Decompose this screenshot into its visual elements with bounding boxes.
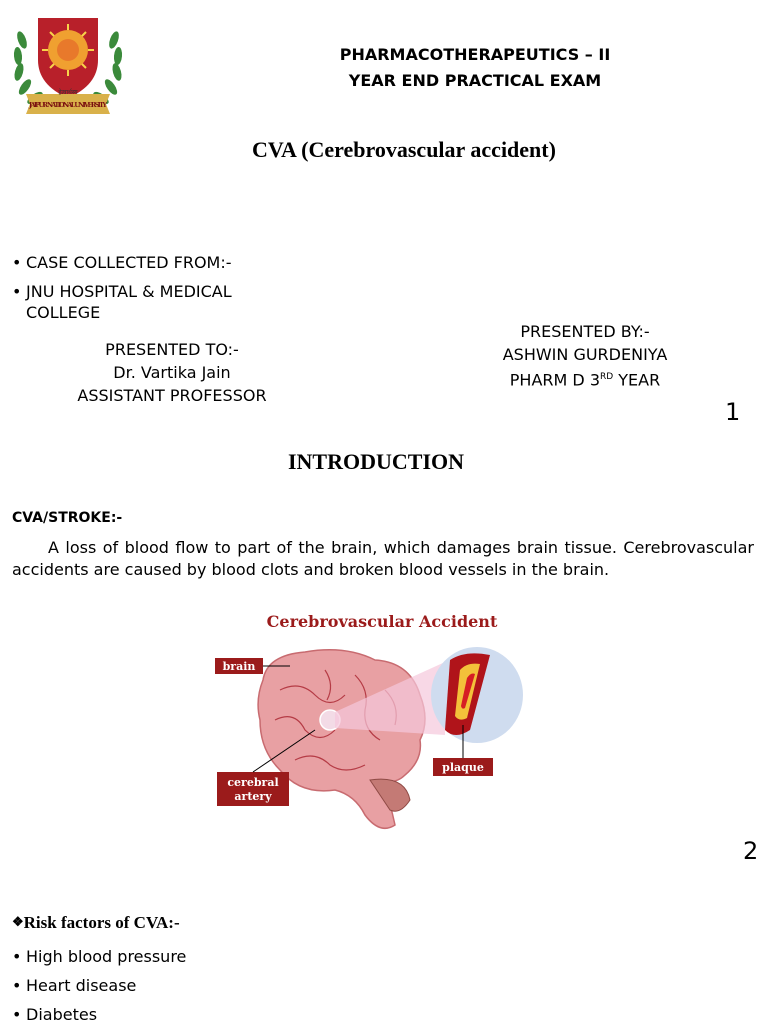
- bullet-icon: •: [12, 947, 22, 966]
- svg-text:artery: artery: [234, 790, 272, 803]
- diagram-title: Cerebrovascular Accident: [266, 612, 498, 631]
- page-number: 2: [743, 837, 759, 865]
- bullet-icon: •: [12, 1005, 22, 1024]
- bullet-icon: •: [12, 253, 22, 272]
- list-item: • Heart disease: [12, 971, 186, 1000]
- exam-header: [290, 42, 660, 94]
- cva-diagram: [205, 600, 535, 845]
- list-item: • Diabetes: [12, 1000, 186, 1029]
- presented-by-block: [480, 320, 690, 391]
- presented-by-name: ASHWIN GURDENIYA: [502, 345, 668, 364]
- svg-text:plaque: plaque: [442, 761, 484, 774]
- case-info-list: [12, 252, 262, 331]
- presented-to-label: PRESENTED TO:-: [105, 340, 239, 359]
- presented-to-name: Dr. Vartika Jain: [113, 363, 231, 382]
- bullet-icon: •: [12, 976, 22, 995]
- list-item: • JNU HOSPITAL & MEDICAL COLLEGE: [12, 282, 232, 322]
- presented-by-label: PRESENTED BY:-: [520, 322, 650, 341]
- risk-factors-list: [12, 942, 186, 1029]
- diamond-bullet-icon: ❖: [12, 914, 24, 929]
- artery-plaque-icon: [431, 647, 523, 743]
- university-logo: [8, 10, 128, 128]
- intro-paragraph: A loss of blood flow to part of the brain, which damages brain tissue. Cerebrovascular accidents are caused by blood clots and broken blood vessels in the brain.: [12, 538, 754, 579]
- course-title: PHARMACOTHERAPEUTICS – II: [339, 45, 611, 64]
- slide2-title: INTRODUCTION: [287, 449, 465, 474]
- slide1-title: CVA (Cerebrovascular accident): [252, 137, 556, 162]
- svg-text:JAIPUR NATIONAL UNIVERSITY: JAIPUR NATIONAL UNIVERSITY: [28, 101, 108, 109]
- svg-text:cerebral: cerebral: [227, 776, 279, 789]
- subheading: CVA/STROKE:-: [12, 510, 123, 526]
- page-number: 1: [725, 398, 741, 426]
- svg-text:brain: brain: [222, 660, 256, 673]
- bullet-icon: •: [12, 282, 22, 301]
- presented-to-role: ASSISTANT PROFESSOR: [77, 386, 267, 405]
- exam-title: YEAR END PRACTICAL EXAM: [348, 71, 602, 90]
- list-item: • CASE COLLECTED FROM:-: [12, 253, 232, 272]
- presented-to-block: [52, 338, 292, 407]
- svg-text:हेत्वार्थस्य: हेत्वार्थस्य: [58, 89, 78, 96]
- presented-by-year: PHARM D 3RD YEAR: [509, 370, 661, 390]
- list-item: • High blood pressure: [12, 942, 186, 971]
- risk-factors-heading: ❖Risk factors of CVA:-: [12, 913, 180, 932]
